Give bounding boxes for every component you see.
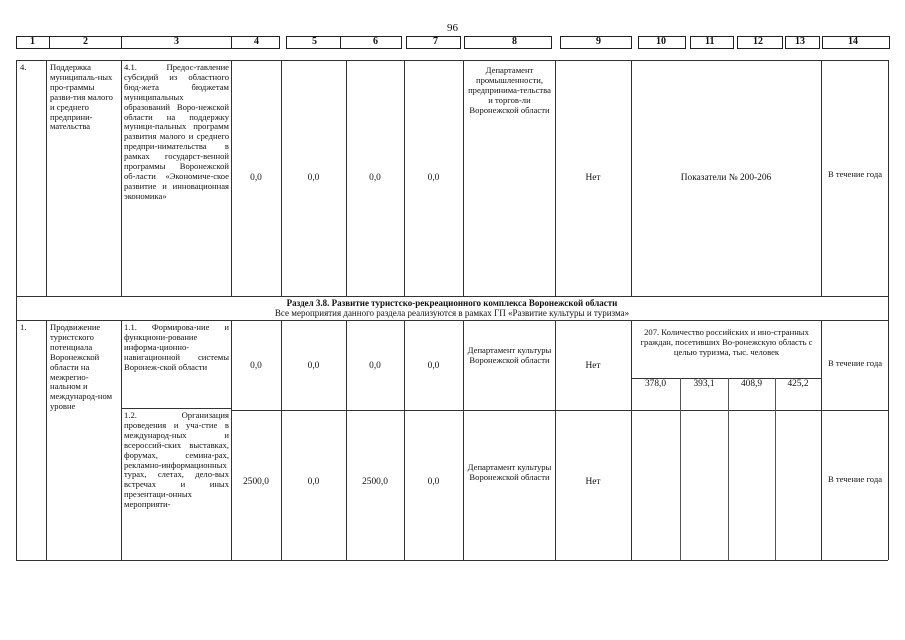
rule xyxy=(888,320,889,560)
column-header-label: 3 xyxy=(174,36,179,47)
rule xyxy=(231,320,232,560)
indicators-cell: Показатели № 200-206 xyxy=(680,173,772,183)
program-name-cell: Поддержка муниципаль-ных про-граммы разви-тия малого и среднего предприни-мательства xyxy=(50,62,113,132)
rule xyxy=(346,320,347,560)
value-cell-5: 0,0 xyxy=(307,477,320,487)
column-header-label: 14 xyxy=(848,36,858,47)
column-header-label: 11 xyxy=(705,36,715,47)
indicator-value: 378,0 xyxy=(644,379,667,389)
rule xyxy=(463,60,464,297)
column-header-label: 13 xyxy=(795,36,805,47)
column-header-7 xyxy=(406,36,461,49)
value-cell-6: 0,0 xyxy=(369,173,381,183)
rule xyxy=(821,320,822,560)
deadline-cell: В течение года xyxy=(827,474,883,484)
rule xyxy=(16,320,888,321)
rule xyxy=(16,560,888,561)
indicator-title: 207. Количество российских и ино-странных граждан, посетивших Во-ронежскую область с целью туризма, тыс. человек xyxy=(640,327,813,357)
column-header-14 xyxy=(822,36,890,49)
executor-cell: Департамент культуры Воронежской области xyxy=(467,345,552,365)
rule xyxy=(281,320,282,560)
row-number: 1. xyxy=(20,322,27,332)
indicator-value: 408,9 xyxy=(740,379,763,389)
value-cell-6: 2500,0 xyxy=(362,477,388,487)
program-name-cell: Продвижение туристского потенциала Воронежской области на межрегио-нальном и международ-ном уровне xyxy=(50,322,113,412)
rule xyxy=(631,320,632,560)
rule xyxy=(680,378,681,560)
rule xyxy=(121,408,231,409)
column-header-5 xyxy=(286,36,342,49)
rule xyxy=(888,296,889,321)
section-title: Раздел 3.8. Развитие туристско-рекреационного комплекса Воронежской области xyxy=(286,298,618,308)
value-cell-4: 2500,0 xyxy=(243,477,269,487)
rule xyxy=(46,320,47,560)
executor-cell: Департамент культуры Воронежской области xyxy=(467,462,552,482)
section-subtitle: Все мероприятия данного раздела реализуются в рамках ГП «Развитие культуры и туризма» xyxy=(274,308,630,318)
rule xyxy=(16,60,888,61)
value-cell-4: 0,0 xyxy=(250,361,262,371)
executor-cell: Департамент промышленности, предпринима-тельства и торгов-ли Воронежской области xyxy=(468,65,551,115)
column-header-4 xyxy=(231,36,280,49)
value-cell-7: 0,0 xyxy=(427,361,440,371)
column-header-label: 12 xyxy=(753,36,763,47)
value-cell-5: 0,0 xyxy=(307,361,320,371)
rule xyxy=(775,378,776,560)
indicator-value: 393,1 xyxy=(693,379,715,389)
col9-cell: Нет xyxy=(585,477,601,487)
activity-cell: 4.1. Предос-тавление субсидий из областного бюд-жета бюджетам муниципальных образований Воро-нежской области на поддержку муници-пальных программ развития малого и среднего предпри-нимательства в рамках государст-венной программы Воронежской об-ласти «Экономиче-ское развитие и инновационная экономика» xyxy=(124,62,229,201)
column-header-6 xyxy=(340,36,402,49)
rule xyxy=(121,320,122,560)
column-header-13 xyxy=(785,36,820,49)
deadline-cell: В течение года xyxy=(827,169,883,179)
column-header-label: 5 xyxy=(312,36,317,47)
value-cell-7: 0,0 xyxy=(427,477,440,487)
column-header-12 xyxy=(737,36,783,49)
deadline-cell: В течение года xyxy=(827,358,883,368)
value-cell-7: 0,0 xyxy=(427,173,440,183)
rule xyxy=(404,320,405,560)
rule xyxy=(463,320,464,560)
column-header-label: 2 xyxy=(83,36,88,47)
rule xyxy=(888,60,889,297)
column-header-label: 10 xyxy=(656,36,666,47)
column-header-3 xyxy=(121,36,233,49)
value-cell-6: 0,0 xyxy=(369,361,381,371)
rule xyxy=(16,320,17,560)
value-cell-5: 0,0 xyxy=(307,173,320,183)
rule xyxy=(121,60,122,297)
column-header-10 xyxy=(638,36,686,49)
col9-cell: Нет xyxy=(585,361,601,371)
activity-cell: 1.1. Формирова-ние и функциони-рование информа-ционно-навигационной системы Воронеж-ской области xyxy=(124,322,229,372)
column-header-label: 9 xyxy=(596,36,601,47)
column-header-label: 1 xyxy=(30,36,35,47)
column-header-9 xyxy=(560,36,632,49)
column-header-label: 8 xyxy=(512,36,517,47)
column-header-8 xyxy=(464,36,552,49)
rule xyxy=(555,320,556,560)
column-header-1 xyxy=(16,36,51,49)
column-header-label: 7 xyxy=(433,36,438,47)
rule xyxy=(728,378,729,560)
rule xyxy=(46,60,47,297)
column-header-11 xyxy=(690,36,734,49)
rule xyxy=(16,296,888,297)
indicator-value: 425,2 xyxy=(787,379,809,389)
column-header-label: 6 xyxy=(373,36,378,47)
column-header-2 xyxy=(49,36,123,49)
activity-cell: 1.2. Организация проведения и уча-стие в международ-ных и всероссий-ских выставках, форумах, семина-рах, рекламно-информационных турах, слетах, дело-вых встречах и иных презентаци-онных мероприяти- xyxy=(124,410,229,510)
col9-cell: Нет xyxy=(585,173,601,183)
value-cell-4: 0,0 xyxy=(250,173,262,183)
column-header-label: 4 xyxy=(254,36,259,47)
page-number: 96 xyxy=(447,22,458,34)
rule xyxy=(16,60,17,297)
rule xyxy=(231,410,888,411)
row-number: 4. xyxy=(20,62,27,72)
